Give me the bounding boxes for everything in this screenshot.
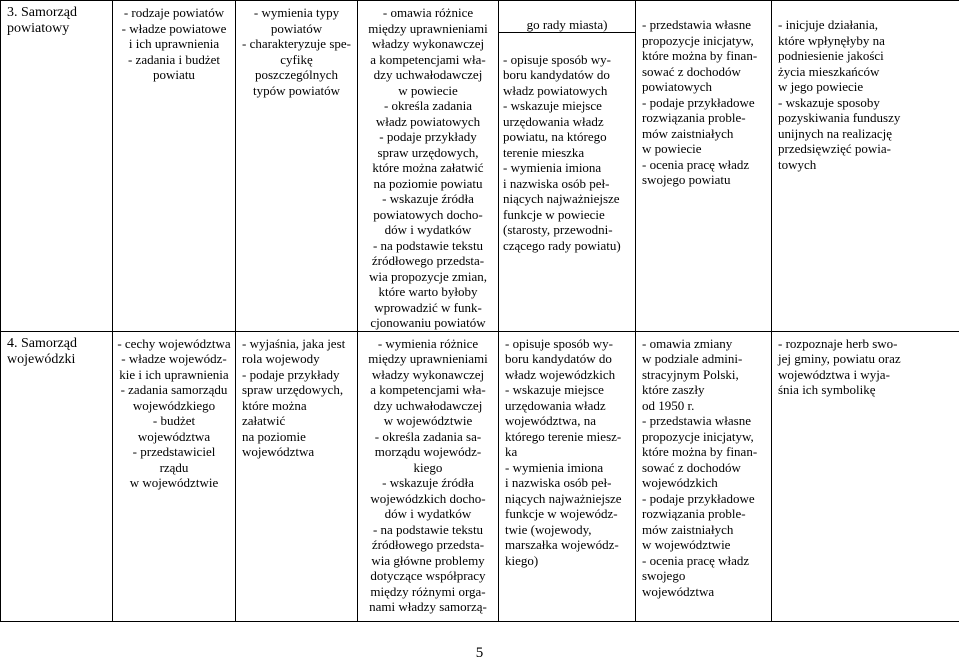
requirement-cell: - wymienia typy powiatów - charakteryzuje spe- cyfikę poszczególnych typów powiatów [236,1,358,332]
requirement-cell: - inicjuje działania, które wpłynęłyby na podniesienie jakości życia mieszkańców w jego powiecie - wskazuje sposoby pozyskiwania funduszy unijnych na realizację przedsięwzięć powia- towych [772,1,959,332]
requirement-cell: - opisuje sposób wy- boru kandydatów do władz wojewódzkich - wskazuje miejsce urzędowania władz województwa, na którego terenie miesz- ka - wymienia imiona i nazwiska osób peł- niących najważniejsze funkcje w wojewódz- twie (wojewody, marszałka wojewódz- kiego) [499,331,636,621]
page-number: 5 [0,645,959,662]
requirement-cell: - rozpoznaje herb swo- jej gminy, powiatu oraz województwa i wyja- śnia ich symbolikę [772,331,959,621]
section-title: 4. Samorząd wojewódzki [1,331,113,621]
requirement-cell [499,1,636,332]
section-title: 3. Samorząd powiatowy [1,1,113,332]
content-cell: - cechy województwa - władze wojewódz- kie i ich uprawnienia - zadania samorządu wojewódzkiego - budżet województwa - przedstawiciel rządu w województwie [113,331,236,621]
table-row [1,331,959,621]
continuation-text: go rady miasta) [499,17,635,34]
requirement-cell: - przedstawia własne propozycje inicjatyw, które można by finan- sować z dochodów powiatowych - podaje przykładowe rozwiązania proble- mów zaistniałych w powiecie - ocenia pracę władz swojego powiatu [636,1,772,332]
requirement-cell: - wyjaśnia, jaka jest rola wojewody - podaje przykłady spraw urzędowych, które można załatwić na poziomie województwa [236,331,358,621]
requirement-cell: - omawia zmiany w podziale admini- stracyjnym Polski, które zaszły od 1950 r. - przedstawia własne propozycje inicjatyw, które można by finan- sować z dochodów wojewódzkich - podaje przykładowe rozwiązania proble- mów zaistniałych w województwie - ocenia pracę władz swojego województwa [636,331,772,621]
table-row [1,1,959,332]
content-cell: - rodzaje powiatów - władze powiatowe i ich uprawnienia - zadania i budżet powiatu [113,1,236,332]
requirement-text: - opisuje sposób wy- boru kandydatów do władz powiatowych - wskazuje miejsce urzędowania władz powiatu, na którego terenie mieszka - wymienia imiona i nazwiska osób peł- niących najważniejsze funkcje w powiecie (starosty, przewodni- czącego rady powiatu) [503,52,631,254]
requirement-cell: - wymienia różnice między uprawnieniami władzy wykonawczej a kompetencjami wła- dzy uchwałodawczej w województwie - określa zadania sa- morządu wojewódz- kiego - wskazuje źródła wojewódzkich docho- dów i wydatków - na podstawie tekstu źródłowego przedsta- wia główne problemy dotyczące współpracy między różnymi orga- nami władzy samorzą- [358,331,499,621]
requirement-cell: - omawia różnice między uprawnieniami władzy wykonawczej a kompetencjami wła- dzy uchwałodawczej w powiecie - określa zadania władz powiatowych - podaje przykłady spraw urzędowych, które można załatwić na poziomie powiatu - wskazuje źródła powiatowych docho- dów i wydatków - na podstawie tekstu źródłowego przedsta- wia propozycje zmian, które warto byłoby wprowadzić w funk- cjonowaniu powiatów [358,1,499,332]
